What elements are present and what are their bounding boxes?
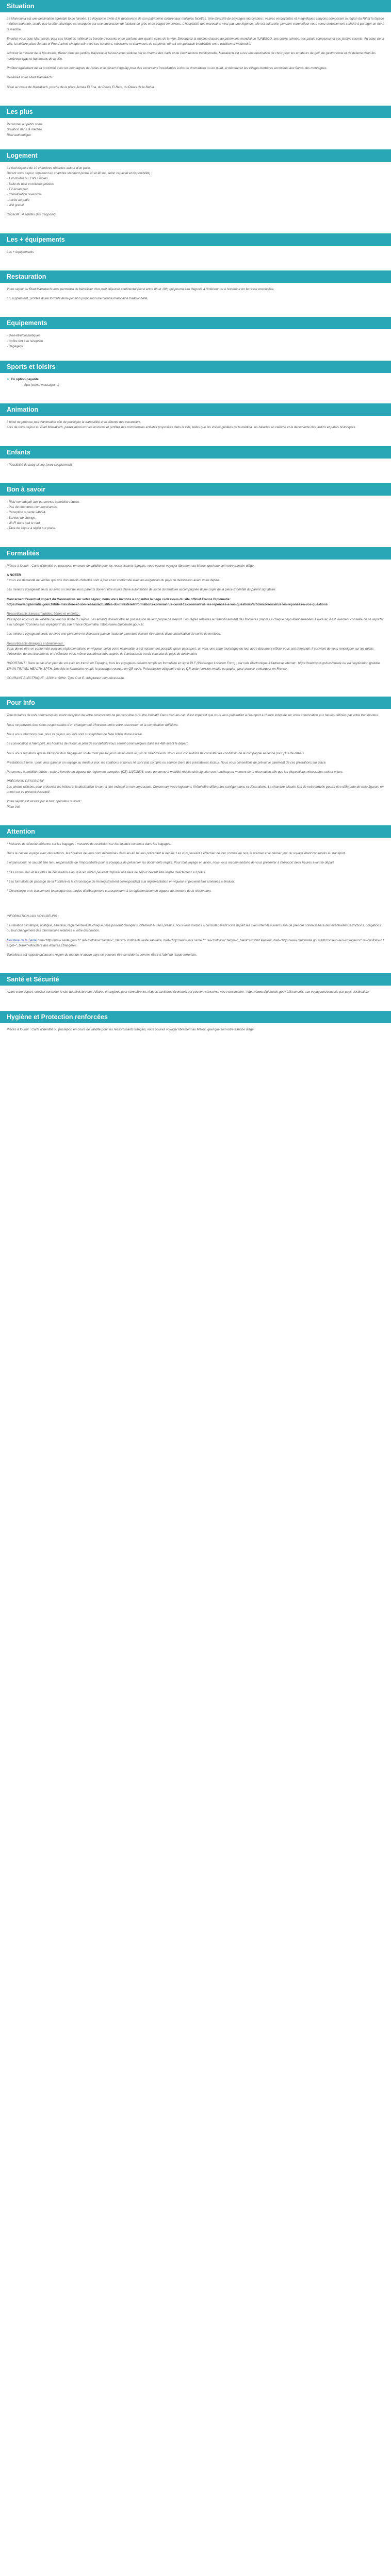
logement-line: Capacité : 4 adultes (lits d'appoint). bbox=[7, 213, 57, 217]
section-title-situation: Situation bbox=[0, 0, 391, 12]
formalites-paragraph: Les mineurs voyageant seuls ou avec un seul de leurs parents doivent être munis d'une autorisation de sortie du territoire accompagnée d'une copie de la pièce d'identité du parent signataire. bbox=[7, 588, 276, 592]
pour-info-paragraph: Nous vous signalons que le transport d'un bagage en soute n'est pas toujours inclus dans le prix du billet d'avion. Nous vous conseillons de consulter les conditions de la compagnie aérienne pour plus de détails. bbox=[7, 751, 305, 755]
star-icon: ✦ bbox=[7, 378, 10, 382]
equipement-item: - Bien-être/cosmétiques bbox=[7, 334, 41, 338]
pour-info-paragraph: Nous vous informons que, pour ce séjour, les vols sont susceptibles de faire l'objet d'une escale. bbox=[7, 732, 143, 736]
section-title-plus: Les plus bbox=[0, 106, 391, 118]
voyageurs-links-rest: href="http://www.sante.gouv.fr" rel="nofollow" target="_blank"> Institut de veille sanitaire, href="http://www.invs.sante.fr" rel="nofollow" target="_blank">Institut Pasteur, href="http://www.diplomatie.gouv.fr/fr/conseils-aux-voyageurs/" rel="nofollow" target="_blank">Ministère des Affaires Étrangères bbox=[7, 938, 384, 947]
attention-paragraph: * Les communes et les villes de destination ainsi que les hôtels peuvent imposer une taxe de séjour devant être réglée directement sur place. bbox=[7, 870, 206, 874]
logement-body bbox=[0, 162, 391, 227]
formalites-paragraph: Les mineurs voyageant seuls ou avec une personne ne disposant pas de l'autorité parentale doivent être munis d'une autorisation de sortie de territoire. bbox=[7, 632, 221, 636]
restauration-paragraph: Votre séjour au Riad Marrakech vous permettra de bénéficier d'un petit déjeuner continental (servi entre 8h et 10h) qui pourra être dégusté à l'intérieur ou à l'extérieur en terrasse ensoleillée. bbox=[7, 287, 274, 291]
section-title-sports: Sports et loisirs bbox=[0, 361, 391, 373]
situation-paragraph: La Mamounia est une destination agréable toute l'année. Le Royaume invite à la découverte de son patrimoine culturel aux multiples facettes. Une diversité de paysages incroyables : vallées verdoyantes et magnifiques canyons composent la région du Rif et la façade méditerranéenne, tandis que la côte atlantique est marquée par une succession de falaises de grès et de plages immenses. L'hospitalité des marocains n'est pas une légende, elle est culturelle, pendant votre séjour vous serez certainement sollicité à partager un thé à la menthe. bbox=[7, 17, 384, 31]
enfants-body bbox=[0, 459, 391, 477]
section-title-formalites: Formalités bbox=[0, 547, 391, 560]
plus-item: Situation dans la médina bbox=[7, 128, 42, 132]
sports-body bbox=[0, 373, 391, 397]
sante-body bbox=[0, 986, 391, 1004]
section-title-sante: Santé et Sécurité bbox=[0, 973, 391, 986]
pour-info-paragraph: Tous horaires de vols communiqués avant réception de votre convocation ne peuvent être qu'à titre indicatif. Dans tous les cas, il est impératif que vous vous présentiez à l'aéroport à l'heure indiquée sur votre convocation aux heures définies par votre transporteur. bbox=[7, 714, 379, 718]
equipement-item: - Bagagerie bbox=[7, 345, 23, 349]
logement-line: - TV écran plat bbox=[7, 188, 28, 192]
formalites-body bbox=[0, 560, 391, 691]
pour-info-operator: Pinto Voir bbox=[7, 805, 21, 809]
bon-a-savoir-item: - Réception ouverte 24h/24. bbox=[7, 511, 46, 515]
situation-paragraph: Situé au coeur de Marrakech, proche de la place Jemaa El Fna, du Palais El Badi, du Palais de la Bahia. bbox=[7, 85, 155, 89]
formalites-paragraph: IMPORTANT : Dans le cas d'un plan de vol avec un transit en Espagne, tous les voyageurs doivent remplir un formulaire en ligne PLF (Passenger Location Form) ; par voie électronique à l'adresse internet : https://www.spth.gob.es/create ou via l'application gratuite SPAIN TRAVEL HEALTH-SPTH. Une fois le formulaire rempli, le passager recevra un QR code. Présentation obligatoire de ce QR code (version mobile ou papier) pour pouvoir embarquer en France. bbox=[7, 662, 380, 671]
pour-info-paragraph: La convocation à l'aéroport, les horaires de retour, le plan de vol définitif vous seront communiqués dans les 48h avant le départ. bbox=[7, 742, 189, 746]
bon-a-savoir-item: - Pas de chambres communicantes. bbox=[7, 505, 58, 510]
animation-paragraph: L'hôtel ne propose pas d'animation afin de privilégier la tranquillité et la détente des vacanciers. bbox=[7, 420, 142, 424]
logement-line: - Wifi gratuit bbox=[7, 203, 24, 207]
bon-a-savoir-item: - Riad non adapté aux personnes à mobilité réduite. bbox=[7, 500, 80, 504]
bon-a-savoir-item: - Wi-Fi dans tout le riad. bbox=[7, 521, 41, 525]
sports-option-detail: - Spa (soins, massages...) bbox=[22, 383, 59, 387]
situation-paragraph: Profitez également de sa proximité avec les montagnes de l'Atlas et le désert d'Agafay pour des excursions inoubliables à dos de dromadaire ou en quad, et découvrez les villages berbères accrochés aux flancs des montagnes. bbox=[7, 66, 328, 71]
pour-info-paragraph: Votre séjour est assuré par le tour opérateur suivant : bbox=[7, 800, 82, 804]
pour-info-paragraph: Les photos utilisées pour présenter les hôtels et la destination le sont à titre indicatif et non contractuel. Concernant votre logement, l'hôtel offre différentes configurations et décorations. La chambre allouée lors de votre arrivée pourra être différente de celle figurant en photo sur ce présent descriptif. bbox=[7, 785, 384, 794]
voyageurs-links bbox=[7, 938, 384, 949]
situation-paragraph: Envolez-vous pour Marrakech, pour ses histoires millénaires bercée d'accents et de parfums aux quatre coins de la ville. Découvrez la médina classée au patrimoine mondial de l'UNESCO, ses souks animés, ses palais somptueux et ses jardins secrets. Au cœur de la ville, la célèbre place Jemaa el Fna s'anime chaque soir avec ses conteurs, musiciens et charmeurs de serpents, offrant un spectacle inoubliable entre tradition et modernité. bbox=[7, 37, 384, 46]
formalites-paragraph: Il vous est demandé de vérifier que vos documents d'identité sont à jour et en conformité avec les exigences du pays de destination avant votre départ. bbox=[7, 579, 220, 583]
attention-paragraph: * Les formalités de passage de la frontière et la chronologie de l'enregistrement correspondant à la réglementation en vigueur et peuvent être amenées à évoluer. bbox=[7, 880, 235, 884]
section-title-plus-equipements: Les + équipements bbox=[0, 233, 391, 246]
bon-a-savoir-body bbox=[0, 496, 391, 541]
attention-paragraph: L'organisateur ne saurait être tenu responsable de l'impossibilité pour le voyageur de présenter les documents requis. Pour tout voyage en avion, nous vous recommandons de vous présenter à l'aéroport deux heures avant le départ. bbox=[7, 861, 335, 865]
sante-paragraph: Avant votre départ, veuillez consulter le site du ministère des Affaires étrangères pour connaître les risques sanitaires éventuels qui peuvent concerner votre destination : https://www.diplomatie.gouv.fr/fr/conseils-aux-voyageurs/conseils-par-pays-destination/ bbox=[7, 990, 369, 994]
voyageurs-paragraph: Toutefois il est rappelé qu'aucune région du monde ni aucun pays ne peuvent être considérés comme étant à l'abri du risque terroriste. bbox=[7, 953, 197, 957]
sports-option-label: En option payante bbox=[11, 378, 39, 382]
voyageurs-title: INFORMATION AUX VOYAGEURS : bbox=[7, 914, 59, 918]
formalites-subheading: Ressortissants français (adultes, bébés et enfants) : bbox=[7, 612, 80, 616]
formalites-paragraph: Passeport en cours de validité couvrant la durée du séjour. Les enfants doivent être en possession de leur propre passeport. Les règles relatives au franchissement des frontières propres à chaque pays étant amenées à évoluer, il est vivement conseillé de se reporter à la rubrique "Conseils aux voyageurs" du site France Diplomatie, https://www.diplomatie.gouv.fr/. bbox=[7, 617, 384, 626]
logement-line: - Climatisation réversible bbox=[7, 193, 42, 197]
hygiene-body bbox=[0, 1023, 391, 1042]
equipements-body bbox=[0, 329, 391, 354]
health-ministry-link[interactable]: Ministère de la Santé bbox=[7, 938, 37, 942]
attention-body bbox=[0, 838, 391, 904]
plus-item: Personnel au petits soins bbox=[7, 122, 43, 126]
animation-paragraph: Lors de votre séjour au Riad Marrakech, partez découvrir les environs et profitez des nombreuses activités proposées dans la ville, telles que les visites guidées de la médina, les balades en calèche et la découverte des jardins et palais historiques. bbox=[7, 426, 356, 430]
logement-line: - Accès au patio bbox=[7, 198, 30, 202]
pour-info-paragraph: Prestations à terre : pour vous garantir un voyage au meilleur prix, les cotations et bonus ne sont pas compris ou service client des prestataires locaux. Nous vous conseillons de prévoir le paiement de ces prestations sur place. bbox=[7, 760, 327, 765]
voyageurs-paragraph: La situation climatique, politique, sanitaire, réglementaire de chaque pays pouvant changer subitement et sans préavis, nous vous invitons à consulter avant votre départ les sites internet suivants afin de prendre connaissance des éventuelles restrictions, obligations ou tout changement des informations relatives à votre destination. bbox=[7, 923, 381, 933]
logement-line: - 1 lit double ou 2 lits simples bbox=[7, 177, 48, 181]
hygiene-paragraph: Pièces à fournir : Carte d'identité ou passeport en cours de validité pour les ressortissants français, vous pouvez voyager librement au Maroc, quel que soit votre tranche d'âge. bbox=[7, 1027, 255, 1031]
bon-a-savoir-item: - Taxe de séjour à régler sur place. bbox=[7, 527, 56, 531]
formalites-warning-label: A NOTER bbox=[7, 573, 21, 577]
formalites-covid-heading: Concernant l'éventuel impact du Coronavirus sur votre séjour, nous vous invitons à consulter la page ci-dessous du site officiel France Diplomatie : bbox=[7, 597, 232, 601]
enfants-item: - Possibilité de baby-sitting (avec supplément). bbox=[7, 463, 73, 467]
voyageurs-body bbox=[0, 910, 391, 968]
section-title-restauration: Restauration bbox=[0, 270, 391, 283]
situation-body bbox=[0, 12, 391, 99]
section-title-equipements: Equipements bbox=[0, 317, 391, 329]
restauration-paragraph: En supplément, profitez d'une formule demi-pension proposant une cuisine marocaine traditionnelle. bbox=[7, 297, 149, 301]
plus-item: Riad authentique bbox=[7, 133, 31, 137]
formalites-intro: Pièces à fournir : Carte d'identité ou passeport en cours de validité pour les ressortissants français, vous pouvez voyager librement au Maroc, quel que soit votre tranche d'âge. bbox=[7, 564, 255, 568]
attention-paragraph: * Mesures de sécurité aérienne sur les bagages : mesures de restriction sur les liquides contenus dans les bagages. bbox=[7, 842, 171, 846]
pour-info-body bbox=[0, 709, 391, 819]
pour-info-paragraph: Personnes à mobilité réduite : suite à l'entrée en vigueur du règlement européen (CE) 1107/2006, toute personne à mobilité réduite doit signaler son handicap au moment de la réservation afin que les dispositions nécessaires soient prises. bbox=[7, 770, 344, 774]
restauration-body bbox=[0, 283, 391, 311]
sports-option bbox=[7, 377, 384, 382]
formalites-paragraph: COURANT ELECTRIQUE : 220V et 50Hz. Type C et E. Adaptateur non nécessaire. bbox=[7, 676, 125, 681]
situation-paragraph: Réservez votre Riad Marrakech ! bbox=[7, 76, 54, 80]
attention-paragraph: Dans le cas de voyage avec des enfants, les horaires de vous sont déterminés dans les 48 heures précédant le départ. Les vols peuvent s'effectuer de jour comme de nuit, le premier et le dernier jour du voyage étant consacrés au transport. bbox=[7, 852, 346, 856]
animation-body bbox=[0, 416, 391, 440]
attention-paragraph: * Chronologie et le classement touristique des modes d'hébergement correspondent à la réglementation en vigueur au moment de la réservation. bbox=[7, 889, 212, 893]
pour-info-paragraph: Nous ne pouvons être tenus responsables d'un changement d'horaires entre votre réservation et la convocation définitive. bbox=[7, 723, 179, 727]
situation-paragraph: Admirez le minaret de la Koutoubia, flânez dans les jardins Majorelle et laissez-vous séduire par le charme des riads et de l'architecture traditionnelle. Marrakech est aussi une destination de choix pour les amateurs de golf, de gastronomie et de détente dans les nombreux spas et hammams de la ville. bbox=[7, 52, 376, 61]
section-title-animation: Animation bbox=[0, 403, 391, 416]
section-title-bon-a-savoir: Bon à savoir bbox=[0, 483, 391, 496]
section-title-hygiene: Hygiène et Protection renforcées bbox=[0, 1011, 391, 1023]
pour-info-subheading: PRÉCISION DESCRIPTIF bbox=[7, 779, 44, 784]
plus-equipements-item: Les + équipements bbox=[7, 250, 34, 254]
logement-line: Durant votre séjour, logement en chambre standard (entre 20 et 40 m², selon capacité et disponibilité) : bbox=[7, 172, 152, 176]
bon-a-savoir-item: - Service de change. bbox=[7, 516, 36, 520]
equipement-item: - Coffre fort à la réception bbox=[7, 339, 43, 343]
section-title-enfants: Enfants bbox=[0, 446, 391, 459]
plus-equipements-body bbox=[0, 246, 391, 264]
formalites-paragraph: Vous devez être en conformité avec les règlementations en vigueur, selon votre nationalité. Il est notamment possible qu'un passeport, un visa, une carte touristique ou tout autre document officiel vous soit demandé. Il convient de vous renseigner sur les délais d'obtention de ces documents et d'effectuer vous-même vos démarches auprès de l'ambassade ou du consulat du pays de destination. bbox=[7, 647, 374, 656]
section-title-attention: Attention bbox=[0, 825, 391, 838]
plus-body bbox=[0, 118, 391, 143]
logement-line: Le riad dispose de 10 chambres réparties autour d'un patio. bbox=[7, 166, 91, 170]
section-title-logement: Logement bbox=[0, 149, 391, 162]
formalites-subheading: Ressortissants étrangers et binationaux : bbox=[7, 641, 65, 646]
formalites-covid-link[interactable]: https://www.diplomatie.gouv.fr/fr/le-ministere-et-son-reseau/actualites-du-ministere/informations-coronavirus-covid-19/coronavirus-les-reponses-a-vos-questions/article/coronavirus-les-reponses-a-vos-questions bbox=[7, 603, 328, 607]
logement-line: - Salle de bain et toilettes privées bbox=[7, 182, 54, 186]
section-title-pour-info: Pour info bbox=[0, 697, 391, 709]
